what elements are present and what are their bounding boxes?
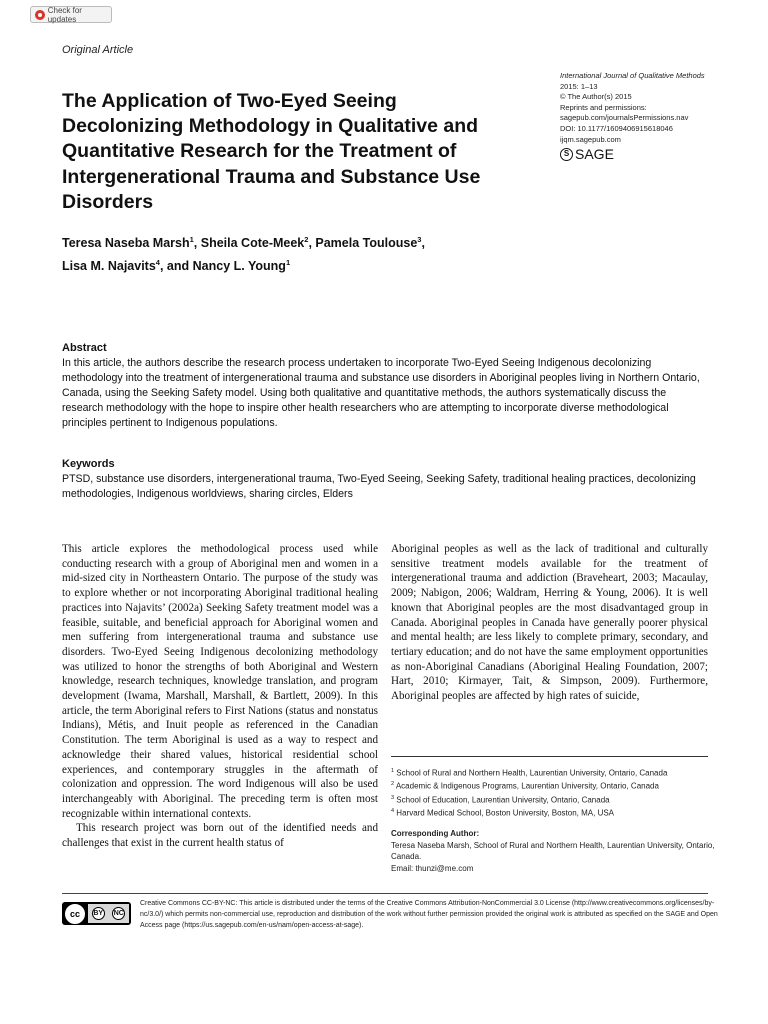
author-name: Nancy L. Young [192,259,286,274]
corresponding-author [391,828,721,874]
footnote-item: $^3$ School of Education, Laurentian University, Ontario, Canada [391,794,610,805]
keywords-heading: Keywords [62,458,115,470]
publisher-name: SAGE [575,146,614,163]
by-icon: BY [92,907,105,920]
journal-info [560,71,750,161]
article-type: Original Article [62,44,134,56]
author-affiliation: 2 [304,235,309,244]
body-paragraph: Aboriginal peoples as well as the lack of traditional and culturally sensitive treatment models available for the treatment of intergenerational trauma and addiction (Braveheart, 2003; Macaulay, 2009; Nabigon, 2006; Waldram, Herring & Young, 2006). It is well known that Aboriginal peoples are the most disadvantaged group in Canada. Aboriginal peoples in Canada have generally poorer physical and mental health; are less likely to complete primary, secondary, and tertiary education; and do not have the same employment opportunities as non-Aboriginal Canadians (Aboriginal Healing Foundation, 2007; Hart, 2010; Kirmayer, Tait, & Simpson, 2009). Furthermore, Aboriginal peoples are affected by high rates of suicide, [391,543,708,703]
keywords-section [62,457,708,502]
corresponding-text: Teresa Naseba Marsh, School of Rural and Northern Health, Laurentian University, Ontario, Canada. [391,840,715,862]
author-name: Lisa M. Najavits [62,259,156,274]
author-name: Pamela Toulouse [315,236,418,251]
license-text: Creative Commons CC-BY-NC: This article is distributed under the terms of the Creative Commons Attribution-NonCommercial 3.0 License (http://www.creativecommons.org/licenses/by-nc/3.0/) which permits non-commercial use, reproduction and distribution of the work without further permission provided the original work is attributed as specified on the SAGE and Open Access page (https://us.sagepub.com/en-us/nam/open-access-at-sage). [140,900,718,929]
affiliation-footnotes [391,766,721,819]
journal-line: Reprints and permissions: [560,102,647,112]
cc-terms [88,904,129,923]
author-affiliation: 4 [155,258,160,268]
footnote-item: $^1$ School of Rural and Northern Health, Laurentian University, Ontario, Canada [391,768,668,778]
author-list: Teresa Naseba Marsh$^1$, Sheila Cote-Meek$^2$, Pamela Toulouse$^3$, Lisa M. Najavits$^4$, and Nancy L. Young$^1$ [62,235,425,274]
nc-icon: NC [112,907,125,920]
body-column-right [391,542,708,704]
cc-icon: cc [64,903,86,925]
author-name: Sheila Cote-Meek [200,236,305,251]
body-paragraph: This research project was born out of the identified needs and challenges that exist in the current health status of [62,822,378,850]
body-paragraph: This article explores the methodological process used while conducting research with a group of Aboriginal men and women in a mid-sized city in Northeastern Ontario. The purpose of the study was to explore whether or not incorporating Aboriginal traditional healing practices into Najavits’ (2002a) Seeking Safety treatment model was a feasible, suitable, and beneficial approach for Aboriginal women and men suffering from intergenerational trauma and substance use disorders. Two-Eyed Seeing Indigenous decolonizing methodology was utilized to honor the strengths of both Aboriginal and Western knowledge, research techniques, knowledge translation, and program development (Iwama, Marshall, Marshall, & Bartlett, 2009). In this article, the term Aboriginal refers to First Nations (status and nonstatus Indians), Métis, and Inuit people as referenced in the Canadian Constitution. The term Aboriginal is used as a way to respect and acknowledge their shared values, historical residential school experiences, and contemporary struggles in the aftermath of colonization and oppression. The word Indigenous will also be used interchangeably with Aboriginal. The preceding term is often most recognizable within international contexts. [62,543,378,820]
journal-line: 2015: 1–13 [560,81,598,91]
author-name: Teresa Naseba Marsh [62,236,190,251]
corresponding-heading: Corresponding Author: [391,829,480,838]
journal-line: © The Author(s) 2015 [560,92,632,102]
body-column-left [62,542,378,851]
footnote-divider [391,756,708,757]
journal-line: DOI: 10.1177/1609406915618046 [560,123,673,133]
abstract-heading: Abstract [62,342,107,354]
journal-name: International Journal of Qualitative Methods [560,71,705,80]
sage-logo [560,148,750,161]
author-affiliation: 1 [285,258,291,268]
check-for-updates-badge[interactable] [30,6,112,23]
journal-line: sagepub.com/journalsPermissions.nav [560,113,689,123]
abstract-section [62,341,708,432]
paper-title: The Application of Two-Eyed Seeing Decolonizing Methodology in Qualitative and Quantitative Research for the Treatment of Intergenerational Trauma and Substance Use Disorders [62,90,481,213]
sage-s-icon: S [560,148,573,161]
author-affiliation: 1 [189,235,194,244]
update-icon [35,10,45,20]
footnote-item: $^4$ Harvard Medical School, Boston University, Boston, MA, USA [391,807,615,818]
keywords-text: PTSD, substance use disorders, intergenerational trauma, Two-Eyed Seeing, Seeking Safety, traditional healing practices, decolonizing methodologies, Indigenous worldviews, sharing circles, Elders [62,473,696,501]
footnote-item: $^2$ Academic & Indigenous Programs, Laurentian University, Ontario, Canada [391,781,659,791]
author-affiliation: 3 [417,235,422,244]
creative-commons-badge[interactable] [62,902,131,925]
abstract-text: In this article, the authors describe the research process undertaken to incorporate Two-Eyed Seeing Indigenous decolonizing methodology into the treatment of intergenerational trauma and substance use disorders in Aboriginal peoples living in Northern Ontario, Canada, using the Seeking Safety model. Using both qualitative and quantitative methods, the authors systematically discuss the research methodology with the hope to inspire other health researchers who are attempting to incorporate diverse methodological principles pertinent to Indigenous populations. [62,357,700,430]
check-for-updates-label: Check for updates [47,5,82,24]
journal-line: ijqm.sagepub.com [560,134,621,144]
corresponding-email[interactable]: Email: thunzi@me.com [391,863,474,873]
license-divider [62,893,708,894]
